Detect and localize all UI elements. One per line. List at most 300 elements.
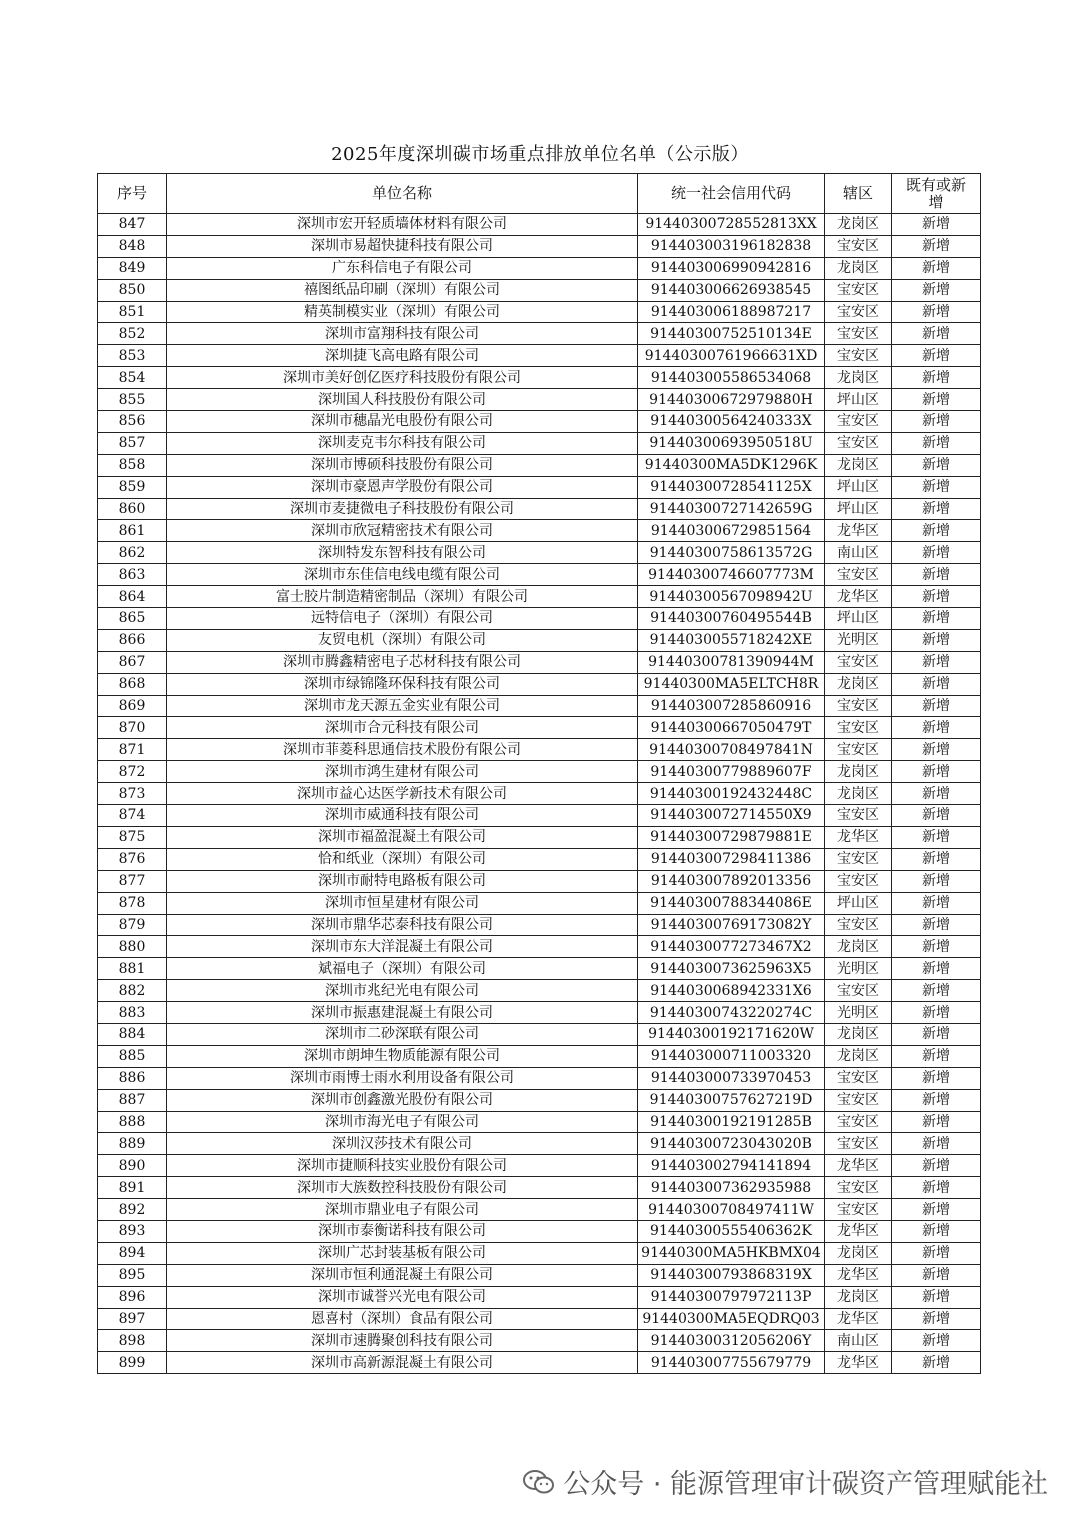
row-district: 坪山区 <box>825 476 892 498</box>
row-code: 91440300693950518U <box>638 432 825 454</box>
row-name: 深圳麦克韦尔科技有限公司 <box>167 432 638 454</box>
row-district: 龙华区 <box>825 520 892 542</box>
row-seq: 895 <box>98 1264 167 1286</box>
row-code: 9144030068942331X6 <box>638 980 825 1002</box>
row-status: 新增 <box>892 936 981 958</box>
row-status: 新增 <box>892 1220 981 1242</box>
header-name: 单位名称 <box>167 174 638 214</box>
row-code: 91440300723043020B <box>638 1133 825 1155</box>
table-row <box>98 695 981 717</box>
table-row <box>98 958 981 980</box>
row-seq: 884 <box>98 1023 167 1045</box>
table-row <box>98 1045 981 1067</box>
row-status: 新增 <box>892 498 981 520</box>
row-name: 斌福电子（深圳）有限公司 <box>167 958 638 980</box>
row-seq: 861 <box>98 520 167 542</box>
table-row <box>98 1264 981 1286</box>
row-seq: 857 <box>98 432 167 454</box>
table-row <box>98 564 981 586</box>
row-district: 龙岗区 <box>825 673 892 695</box>
row-name: 深圳国人科技股份有限公司 <box>167 389 638 411</box>
row-code: 914403006990942816 <box>638 257 825 279</box>
row-district: 宝安区 <box>825 411 892 433</box>
table-row <box>98 936 981 958</box>
row-district: 龙岗区 <box>825 214 892 236</box>
row-name: 深圳市海光电子有限公司 <box>167 1111 638 1133</box>
row-seq: 860 <box>98 498 167 520</box>
row-name: 深圳市泰衡诺科技有限公司 <box>167 1220 638 1242</box>
row-code: 9144030073625963X5 <box>638 958 825 980</box>
table-row <box>98 717 981 739</box>
table-row <box>98 1089 981 1111</box>
row-seq: 866 <box>98 629 167 651</box>
table-row <box>98 1023 981 1045</box>
row-seq: 849 <box>98 257 167 279</box>
row-district: 坪山区 <box>825 608 892 630</box>
table-row <box>98 1111 981 1133</box>
row-seq: 897 <box>98 1308 167 1330</box>
row-district: 宝安区 <box>825 564 892 586</box>
row-status: 新增 <box>892 980 981 1002</box>
row-name: 深圳市鼎业电子有限公司 <box>167 1199 638 1221</box>
row-district: 宝安区 <box>825 1177 892 1199</box>
row-seq: 880 <box>98 936 167 958</box>
row-name: 深圳市东佳信电线电缆有限公司 <box>167 564 638 586</box>
row-name: 深圳特发东智科技有限公司 <box>167 542 638 564</box>
row-name: 广东科信电子有限公司 <box>167 257 638 279</box>
row-seq: 851 <box>98 301 167 323</box>
row-status: 新增 <box>892 564 981 586</box>
row-code: 91440300757627219D <box>638 1089 825 1111</box>
row-district: 龙岗区 <box>825 367 892 389</box>
row-code: 91440300727142659G <box>638 498 825 520</box>
row-name: 富士胶片制造精密制品（深圳）有限公司 <box>167 586 638 608</box>
row-seq: 875 <box>98 826 167 848</box>
row-seq: 869 <box>98 695 167 717</box>
header-district: 辖区 <box>825 174 892 214</box>
row-status: 新增 <box>892 323 981 345</box>
row-status: 新增 <box>892 432 981 454</box>
row-seq: 878 <box>98 892 167 914</box>
row-seq: 871 <box>98 739 167 761</box>
row-name: 深圳市鼎华芯泰科技有限公司 <box>167 914 638 936</box>
row-name: 禧图纸品印刷（深圳）有限公司 <box>167 279 638 301</box>
row-seq: 858 <box>98 454 167 476</box>
row-district: 宝安区 <box>825 717 892 739</box>
row-status: 新增 <box>892 389 981 411</box>
row-code: 91440300MA5ELTCH8R <box>638 673 825 695</box>
row-status: 新增 <box>892 826 981 848</box>
row-status: 新增 <box>892 1308 981 1330</box>
row-seq: 853 <box>98 345 167 367</box>
row-seq: 859 <box>98 476 167 498</box>
row-name: 深圳市捷顺科技实业股份有限公司 <box>167 1155 638 1177</box>
row-seq: 850 <box>98 279 167 301</box>
row-seq: 877 <box>98 870 167 892</box>
row-district: 龙华区 <box>825 1155 892 1177</box>
row-district: 宝安区 <box>825 980 892 1002</box>
table-row <box>98 432 981 454</box>
row-district: 宝安区 <box>825 301 892 323</box>
row-seq: 893 <box>98 1220 167 1242</box>
row-code: 9144030055718242XE <box>638 629 825 651</box>
row-code: 91440300729879881E <box>638 826 825 848</box>
table-row <box>98 301 981 323</box>
row-name: 远特信电子（深圳）有限公司 <box>167 608 638 630</box>
row-seq: 894 <box>98 1242 167 1264</box>
table-row <box>98 1308 981 1330</box>
row-code: 91440300708497411W <box>638 1199 825 1221</box>
row-district: 龙岗区 <box>825 454 892 476</box>
row-code: 91440300672979880H <box>638 389 825 411</box>
row-seq: 896 <box>98 1286 167 1308</box>
row-status: 新增 <box>892 1002 981 1024</box>
row-status: 新增 <box>892 1199 981 1221</box>
row-name: 深圳市博硕科技股份有限公司 <box>167 454 638 476</box>
row-name: 深圳市高新源混凝土有限公司 <box>167 1352 638 1374</box>
row-district: 龙华区 <box>825 826 892 848</box>
row-code: 91440300788344086E <box>638 892 825 914</box>
row-code: 91440300MA5DK1296K <box>638 454 825 476</box>
row-name: 深圳市豪恩声学股份有限公司 <box>167 476 638 498</box>
footer-watermark <box>523 1462 1048 1501</box>
row-code: 91440300793868319X <box>638 1264 825 1286</box>
table-row <box>98 389 981 411</box>
row-district: 光明区 <box>825 1002 892 1024</box>
row-code: 91440300761966631XD <box>638 345 825 367</box>
row-name: 深圳市麦捷微电子科技股份有限公司 <box>167 498 638 520</box>
header-status-line2: 增 <box>928 192 944 211</box>
row-seq: 891 <box>98 1177 167 1199</box>
row-seq: 882 <box>98 980 167 1002</box>
row-code: 914403006729851564 <box>638 520 825 542</box>
row-status: 新增 <box>892 1177 981 1199</box>
row-status: 新增 <box>892 1045 981 1067</box>
row-seq: 865 <box>98 608 167 630</box>
row-district: 坪山区 <box>825 498 892 520</box>
row-district: 宝安区 <box>825 345 892 367</box>
wechat-icon <box>523 1469 555 1495</box>
table-header-row <box>98 174 981 214</box>
table-row <box>98 892 981 914</box>
row-code: 914403007298411386 <box>638 848 825 870</box>
row-code: 914403006626938545 <box>638 279 825 301</box>
row-status: 新增 <box>892 673 981 695</box>
row-code: 9144030072714550X9 <box>638 805 825 827</box>
row-seq: 852 <box>98 323 167 345</box>
row-seq: 881 <box>98 958 167 980</box>
row-status: 新增 <box>892 1286 981 1308</box>
row-code: 914403007892013356 <box>638 870 825 892</box>
row-name: 深圳市创鑫激光股份有限公司 <box>167 1089 638 1111</box>
row-status: 新增 <box>892 235 981 257</box>
row-code: 91440300797972113P <box>638 1286 825 1308</box>
table-row <box>98 498 981 520</box>
row-district: 坪山区 <box>825 389 892 411</box>
row-code: 91440300192171620W <box>638 1023 825 1045</box>
row-status: 新增 <box>892 717 981 739</box>
row-name: 深圳汉莎技术有限公司 <box>167 1133 638 1155</box>
row-district: 宝安区 <box>825 914 892 936</box>
row-code: 914403007755679779 <box>638 1352 825 1374</box>
row-district: 龙华区 <box>825 1308 892 1330</box>
table-row <box>98 323 981 345</box>
row-code: 91440300743220274C <box>638 1002 825 1024</box>
emitters-table <box>97 173 981 1374</box>
row-district: 龙华区 <box>825 586 892 608</box>
row-name: 深圳市穗晶光电股份有限公司 <box>167 411 638 433</box>
row-status: 新增 <box>892 586 981 608</box>
row-status: 新增 <box>892 476 981 498</box>
row-code: 91440300781390944M <box>638 651 825 673</box>
row-name: 深圳市福盈混凝土有限公司 <box>167 826 638 848</box>
row-status: 新增 <box>892 761 981 783</box>
table-row <box>98 1133 981 1155</box>
row-seq: 862 <box>98 542 167 564</box>
row-name: 深圳市兆纪光电有限公司 <box>167 980 638 1002</box>
row-district: 龙华区 <box>825 1264 892 1286</box>
row-district: 宝安区 <box>825 1199 892 1221</box>
row-code: 91440300728552813XX <box>638 214 825 236</box>
row-name: 深圳市腾鑫精密电子芯材科技有限公司 <box>167 651 638 673</box>
row-seq: 855 <box>98 389 167 411</box>
row-code: 91440300555406362K <box>638 1220 825 1242</box>
row-district: 宝安区 <box>825 870 892 892</box>
header-code: 统一社会信用代码 <box>638 174 825 214</box>
row-name: 深圳广芯封装基板有限公司 <box>167 1242 638 1264</box>
table-row <box>98 367 981 389</box>
row-code: 914403006188987217 <box>638 301 825 323</box>
row-status: 新增 <box>892 608 981 630</box>
table-row <box>98 1002 981 1024</box>
row-seq: 879 <box>98 914 167 936</box>
row-name: 深圳市恒利通混凝土有限公司 <box>167 1264 638 1286</box>
row-name: 深圳市合元科技有限公司 <box>167 717 638 739</box>
row-status: 新增 <box>892 629 981 651</box>
table-row <box>98 1242 981 1264</box>
table-row <box>98 520 981 542</box>
table-row <box>98 1067 981 1089</box>
row-district: 宝安区 <box>825 739 892 761</box>
document-title: 2025年度深圳碳市场重点排放单位名单（公示版） <box>331 144 749 165</box>
table-row <box>98 1155 981 1177</box>
row-status: 新增 <box>892 1067 981 1089</box>
row-seq: 876 <box>98 848 167 870</box>
table-row <box>98 279 981 301</box>
row-district: 南山区 <box>825 1330 892 1352</box>
row-code: 91440300758613572G <box>638 542 825 564</box>
row-status: 新增 <box>892 914 981 936</box>
row-seq: 863 <box>98 564 167 586</box>
row-seq: 890 <box>98 1155 167 1177</box>
row-status: 新增 <box>892 301 981 323</box>
table-row <box>98 411 981 433</box>
row-district: 宝安区 <box>825 235 892 257</box>
row-seq: 899 <box>98 1352 167 1374</box>
table-row <box>98 257 981 279</box>
row-status: 新增 <box>892 1133 981 1155</box>
row-seq: 887 <box>98 1089 167 1111</box>
row-code: 91440300760495544B <box>638 608 825 630</box>
row-name: 深圳市宏开轻质墙体材料有限公司 <box>167 214 638 236</box>
row-code: 91440300MA5EQDRQ03 <box>638 1308 825 1330</box>
row-seq: 892 <box>98 1199 167 1221</box>
row-seq: 856 <box>98 411 167 433</box>
row-name: 深圳市诚誉兴光电有限公司 <box>167 1286 638 1308</box>
row-status: 新增 <box>892 214 981 236</box>
row-status: 新增 <box>892 870 981 892</box>
row-district: 南山区 <box>825 542 892 564</box>
row-seq: 864 <box>98 586 167 608</box>
footer-text: 公众号 · 能源管理审计碳资产管理赋能社 <box>563 1469 1048 1500</box>
row-name: 深圳市富翔科技有限公司 <box>167 323 638 345</box>
row-name: 友贸电机（深圳）有限公司 <box>167 629 638 651</box>
row-district: 宝安区 <box>825 805 892 827</box>
row-status: 新增 <box>892 783 981 805</box>
row-seq: 888 <box>98 1111 167 1133</box>
row-district: 宝安区 <box>825 1111 892 1133</box>
row-district: 宝安区 <box>825 651 892 673</box>
row-status: 新增 <box>892 542 981 564</box>
row-seq: 867 <box>98 651 167 673</box>
row-status: 新增 <box>892 1089 981 1111</box>
row-code: 914403007362935988 <box>638 1177 825 1199</box>
row-seq: 874 <box>98 805 167 827</box>
row-seq: 889 <box>98 1133 167 1155</box>
row-district: 宝安区 <box>825 279 892 301</box>
table-row <box>98 608 981 630</box>
row-status: 新增 <box>892 1242 981 1264</box>
header-seq: 序号 <box>98 174 167 214</box>
row-district: 龙岗区 <box>825 1023 892 1045</box>
row-seq: 885 <box>98 1045 167 1067</box>
row-seq: 847 <box>98 214 167 236</box>
table-row <box>98 235 981 257</box>
row-name: 深圳市龙天源五金实业有限公司 <box>167 695 638 717</box>
row-name: 深圳市易超快捷科技有限公司 <box>167 235 638 257</box>
row-name: 恰和纸业（深圳）有限公司 <box>167 848 638 870</box>
row-name: 深圳市朗坤生物质能源有限公司 <box>167 1045 638 1067</box>
table-row <box>98 848 981 870</box>
row-code: 914403002794141894 <box>638 1155 825 1177</box>
row-district: 宝安区 <box>825 1089 892 1111</box>
table-row <box>98 1330 981 1352</box>
table-row <box>98 345 981 367</box>
table-row <box>98 673 981 695</box>
row-code: 914403000711003320 <box>638 1045 825 1067</box>
row-status: 新增 <box>892 848 981 870</box>
table-row <box>98 1352 981 1374</box>
row-district: 宝安区 <box>825 1133 892 1155</box>
row-status: 新增 <box>892 739 981 761</box>
row-district: 龙华区 <box>825 1352 892 1374</box>
row-status: 新增 <box>892 1155 981 1177</box>
table-row <box>98 980 981 1002</box>
row-status: 新增 <box>892 958 981 980</box>
row-name: 深圳捷飞高电路有限公司 <box>167 345 638 367</box>
row-name: 深圳市东大洋混凝土有限公司 <box>167 936 638 958</box>
row-seq: 854 <box>98 367 167 389</box>
row-status: 新增 <box>892 345 981 367</box>
row-code: 9144030077273467X2 <box>638 936 825 958</box>
row-code: 91440300567098942U <box>638 586 825 608</box>
row-status: 新增 <box>892 1111 981 1133</box>
row-seq: 870 <box>98 717 167 739</box>
row-code: 91440300728541125X <box>638 476 825 498</box>
row-seq: 898 <box>98 1330 167 1352</box>
row-seq: 868 <box>98 673 167 695</box>
row-district: 龙岗区 <box>825 936 892 958</box>
row-name: 深圳市美好创亿医疗科技股份有限公司 <box>167 367 638 389</box>
row-district: 龙岗区 <box>825 1242 892 1264</box>
table-row <box>98 1286 981 1308</box>
row-name: 深圳市耐特电路板有限公司 <box>167 870 638 892</box>
table-row <box>98 476 981 498</box>
row-code: 91440300192191285B <box>638 1111 825 1133</box>
row-name: 深圳市绿锦隆环保科技有限公司 <box>167 673 638 695</box>
table-row <box>98 761 981 783</box>
row-code: 91440300564240333X <box>638 411 825 433</box>
row-name: 深圳市欣冠精密技术有限公司 <box>167 520 638 542</box>
row-status: 新增 <box>892 257 981 279</box>
row-status: 新增 <box>892 411 981 433</box>
row-district: 光明区 <box>825 958 892 980</box>
table-row <box>98 826 981 848</box>
row-status: 新增 <box>892 1330 981 1352</box>
table-body <box>98 214 981 1374</box>
row-status: 新增 <box>892 1023 981 1045</box>
row-status: 新增 <box>892 805 981 827</box>
row-status: 新增 <box>892 1352 981 1374</box>
row-name: 恩喜村（深圳）食品有限公司 <box>167 1308 638 1330</box>
table-row <box>98 1177 981 1199</box>
row-district: 龙华区 <box>825 1220 892 1242</box>
row-code: 91440300312056206Y <box>638 1330 825 1352</box>
table-row <box>98 651 981 673</box>
row-name: 深圳市速腾聚创科技有限公司 <box>167 1330 638 1352</box>
row-code: 914403005586534068 <box>638 367 825 389</box>
row-name: 深圳市二砂深联有限公司 <box>167 1023 638 1045</box>
table-row <box>98 1199 981 1221</box>
row-status: 新增 <box>892 520 981 542</box>
row-district: 龙岗区 <box>825 1286 892 1308</box>
row-district: 宝安区 <box>825 695 892 717</box>
table-row <box>98 629 981 651</box>
row-status: 新增 <box>892 367 981 389</box>
row-district: 坪山区 <box>825 892 892 914</box>
table-row <box>98 586 981 608</box>
table-row <box>98 214 981 236</box>
row-district: 光明区 <box>825 629 892 651</box>
row-name: 深圳市雨博士雨水利用设备有限公司 <box>167 1067 638 1089</box>
row-status: 新增 <box>892 454 981 476</box>
row-district: 宝安区 <box>825 1067 892 1089</box>
row-name: 深圳市菲菱科思通信技术股份有限公司 <box>167 739 638 761</box>
row-district: 龙岗区 <box>825 257 892 279</box>
row-name: 深圳市威通科技有限公司 <box>167 805 638 827</box>
header-status-line1: 既有或新 <box>905 175 966 194</box>
table-row <box>98 1220 981 1242</box>
row-district: 宝安区 <box>825 432 892 454</box>
table-row <box>98 739 981 761</box>
row-district: 龙岗区 <box>825 1045 892 1067</box>
row-seq: 848 <box>98 235 167 257</box>
table-row <box>98 783 981 805</box>
row-code: 914403000733970453 <box>638 1067 825 1089</box>
row-name: 深圳市鸿生建材有限公司 <box>167 761 638 783</box>
row-seq: 886 <box>98 1067 167 1089</box>
row-name: 精英制模实业（深圳）有限公司 <box>167 301 638 323</box>
